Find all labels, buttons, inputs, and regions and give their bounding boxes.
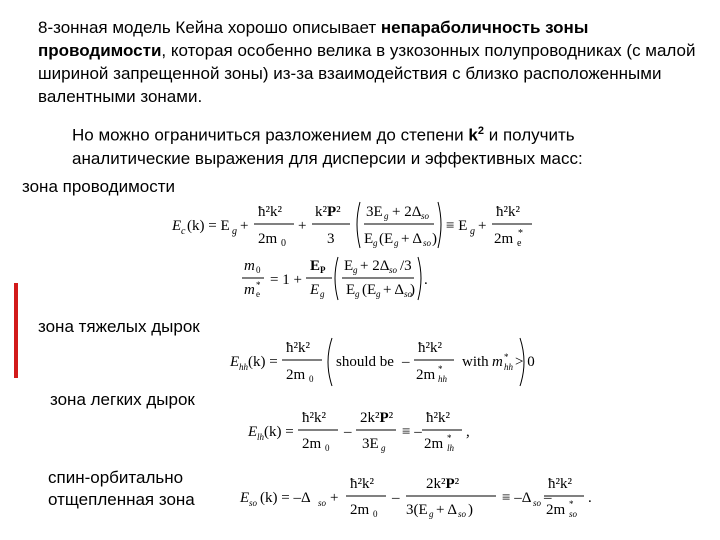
svg-text:so: so — [389, 265, 398, 275]
svg-text:+ 2Δ: + 2Δ — [392, 204, 422, 220]
svg-text:g: g — [384, 211, 389, 221]
svg-text:2m: 2m — [546, 502, 566, 518]
expansion-bold-k: k — [468, 125, 478, 145]
svg-text:–: – — [344, 424, 352, 440]
svg-text:0: 0 — [325, 443, 330, 453]
formula-light-holes — [246, 406, 476, 463]
svg-text:0: 0 — [281, 238, 286, 249]
label-light-holes: зона легких дырок — [50, 390, 195, 409]
svg-text:so: so — [404, 289, 413, 299]
svg-text:m: m — [244, 282, 255, 298]
svg-text:*: * — [447, 433, 452, 443]
svg-text:lh: lh — [447, 443, 455, 453]
label-split-off-2: отщепленная зона — [48, 490, 195, 509]
svg-text:E: E — [248, 424, 258, 440]
svg-text:ħ²k²: ħ²k² — [350, 476, 374, 492]
svg-text:g: g — [320, 289, 325, 299]
svg-text:c: c — [181, 226, 186, 237]
with-text: with — [462, 354, 489, 370]
svg-text:–: – — [544, 490, 552, 506]
svg-text:ħ²k²: ħ²k² — [548, 476, 572, 492]
svg-text:hh: hh — [438, 374, 447, 384]
svg-text:E: E — [346, 282, 356, 298]
svg-text:+ Δ: + Δ — [401, 231, 423, 247]
svg-text:g: g — [373, 238, 378, 248]
svg-text:3: 3 — [327, 231, 335, 247]
svg-text:(k) = E: (k) = E — [187, 218, 230, 234]
svg-text:k²P²: k²P² — [315, 204, 341, 220]
svg-text:so: so — [421, 211, 430, 221]
svg-text:+: + — [330, 490, 339, 506]
svg-text:+ 2Δ: + 2Δ — [360, 258, 390, 274]
formula-heavy-holes — [228, 334, 535, 395]
svg-text:so: so — [569, 509, 578, 519]
svg-text:+: + — [240, 218, 249, 234]
svg-text:g: g — [355, 289, 360, 299]
svg-text:g: g — [470, 226, 475, 237]
svg-text:,: , — [466, 424, 470, 440]
expansion-sup: 2 — [477, 125, 484, 137]
svg-text:0: 0 — [256, 265, 261, 275]
svg-text:ħ²k²: ħ²k² — [258, 204, 282, 220]
svg-text:g: g — [353, 265, 358, 275]
svg-text:g: g — [429, 509, 434, 519]
expansion-text-2: и получить аналитические выражения для дисперсии и эффективных масс: — [72, 125, 583, 168]
svg-text:2m: 2m — [286, 367, 306, 383]
svg-text:e: e — [517, 238, 522, 249]
label-conduction-band: зона проводимости — [22, 177, 175, 196]
svg-text:2m: 2m — [258, 231, 278, 247]
svg-text:*: * — [518, 228, 523, 239]
formula-split-off — [238, 472, 578, 531]
svg-text:E: E — [310, 282, 320, 298]
svg-text:2m: 2m — [494, 231, 514, 247]
svg-text:so: so — [533, 498, 542, 508]
svg-text:so: so — [249, 498, 258, 508]
svg-text:): ) — [410, 282, 415, 298]
svg-text:): ) — [468, 502, 473, 518]
svg-text:(E: (E — [379, 231, 394, 247]
svg-text:*: * — [504, 352, 509, 362]
svg-text:–: – — [392, 490, 400, 506]
svg-text:0: 0 — [373, 509, 378, 519]
svg-text:+ Δ: + Δ — [436, 502, 458, 518]
svg-text:m: m — [244, 258, 255, 274]
expansion-paragraph — [72, 120, 682, 170]
svg-text:= 1 +: = 1 + — [270, 272, 302, 288]
formula-split-off-tail — [546, 472, 640, 531]
svg-text:so: so — [318, 498, 327, 508]
svg-text:E: E — [364, 231, 374, 247]
svg-text:hh: hh — [239, 362, 248, 372]
svg-text:ħ²k²: ħ²k² — [496, 204, 520, 220]
svg-text:> 0: > 0 — [515, 354, 535, 370]
svg-text:so: so — [458, 509, 467, 519]
svg-text:hh: hh — [504, 362, 513, 372]
svg-text:e: e — [256, 289, 260, 299]
svg-text:2m: 2m — [424, 436, 444, 452]
svg-text:): ) — [432, 231, 437, 247]
svg-text:≡ –Δ: ≡ –Δ — [502, 490, 532, 506]
svg-text:3E: 3E — [362, 436, 379, 452]
svg-text:/3: /3 — [400, 258, 412, 274]
svg-text:+: + — [478, 218, 487, 234]
accent-bar — [14, 283, 18, 378]
intro-bold-term: непараболичность зоны проводимости — [38, 18, 589, 60]
svg-text:E: E — [172, 218, 182, 234]
svg-text:*: * — [569, 499, 574, 509]
svg-text:2m: 2m — [350, 502, 370, 518]
svg-text:.: . — [424, 272, 428, 288]
svg-text:ħ²k²: ħ²k² — [418, 340, 442, 356]
svg-text:*: * — [256, 280, 261, 290]
svg-text:≡ E: ≡ E — [446, 218, 468, 234]
svg-text:g: g — [232, 226, 237, 237]
svg-text:+ Δ: + Δ — [383, 282, 405, 298]
label-split-off-1: спин-орбитально — [48, 468, 184, 487]
intro-text-1: 8-зонная модель Кейна хорошо описывает — [38, 18, 381, 37]
svg-text:≡ –: ≡ – — [402, 424, 422, 440]
svg-text:P: P — [320, 265, 326, 275]
svg-text:lh: lh — [257, 432, 265, 442]
svg-text:2m: 2m — [302, 436, 322, 452]
svg-text:E: E — [240, 490, 250, 506]
svg-text:m: m — [492, 354, 503, 370]
expansion-text-1: Но можно ограничиться разложением до степени — [72, 125, 469, 145]
svg-text:*: * — [438, 364, 443, 374]
svg-text:2k²P²: 2k²P² — [360, 410, 394, 426]
svg-text:2k²P²: 2k²P² — [426, 476, 460, 492]
svg-text:g: g — [381, 443, 386, 453]
intro-text-2: , которая особенно велика в узкозонных полупроводниках (с малой шириной запрещенной зоны) из-за взаимодействия с близко расположенными валентными зонами. — [38, 41, 696, 106]
svg-text:3E: 3E — [366, 204, 383, 220]
formula-effective-mass-conduction — [240, 254, 430, 307]
svg-text:2m: 2m — [416, 367, 436, 383]
should-be-text: should be — [336, 354, 394, 370]
svg-text:E: E — [230, 354, 240, 370]
svg-text:E: E — [310, 258, 321, 274]
svg-text:g: g — [394, 238, 399, 248]
svg-text:(k) = –Δ: (k) = –Δ — [260, 490, 311, 506]
svg-text:(k) =: (k) = — [248, 354, 278, 370]
svg-text:ħ²k²: ħ²k² — [286, 340, 310, 356]
svg-text:.: . — [588, 490, 592, 506]
formula-conduction-dispersion — [170, 196, 540, 259]
svg-text:(k) =: (k) = — [264, 424, 294, 440]
svg-text:0: 0 — [309, 374, 314, 384]
intro-paragraph — [38, 16, 698, 108]
svg-text:ħ²k²: ħ²k² — [302, 410, 326, 426]
svg-text:3(E: 3(E — [406, 502, 428, 518]
svg-text:ħ²k²: ħ²k² — [426, 410, 450, 426]
svg-text:E: E — [344, 258, 354, 274]
label-heavy-holes: зона тяжелых дырок — [38, 317, 200, 336]
svg-text:(E: (E — [362, 282, 377, 298]
svg-text:+: + — [298, 218, 307, 234]
svg-text:–: – — [402, 354, 410, 370]
svg-text:g: g — [376, 289, 381, 299]
svg-text:so: so — [423, 238, 432, 248]
